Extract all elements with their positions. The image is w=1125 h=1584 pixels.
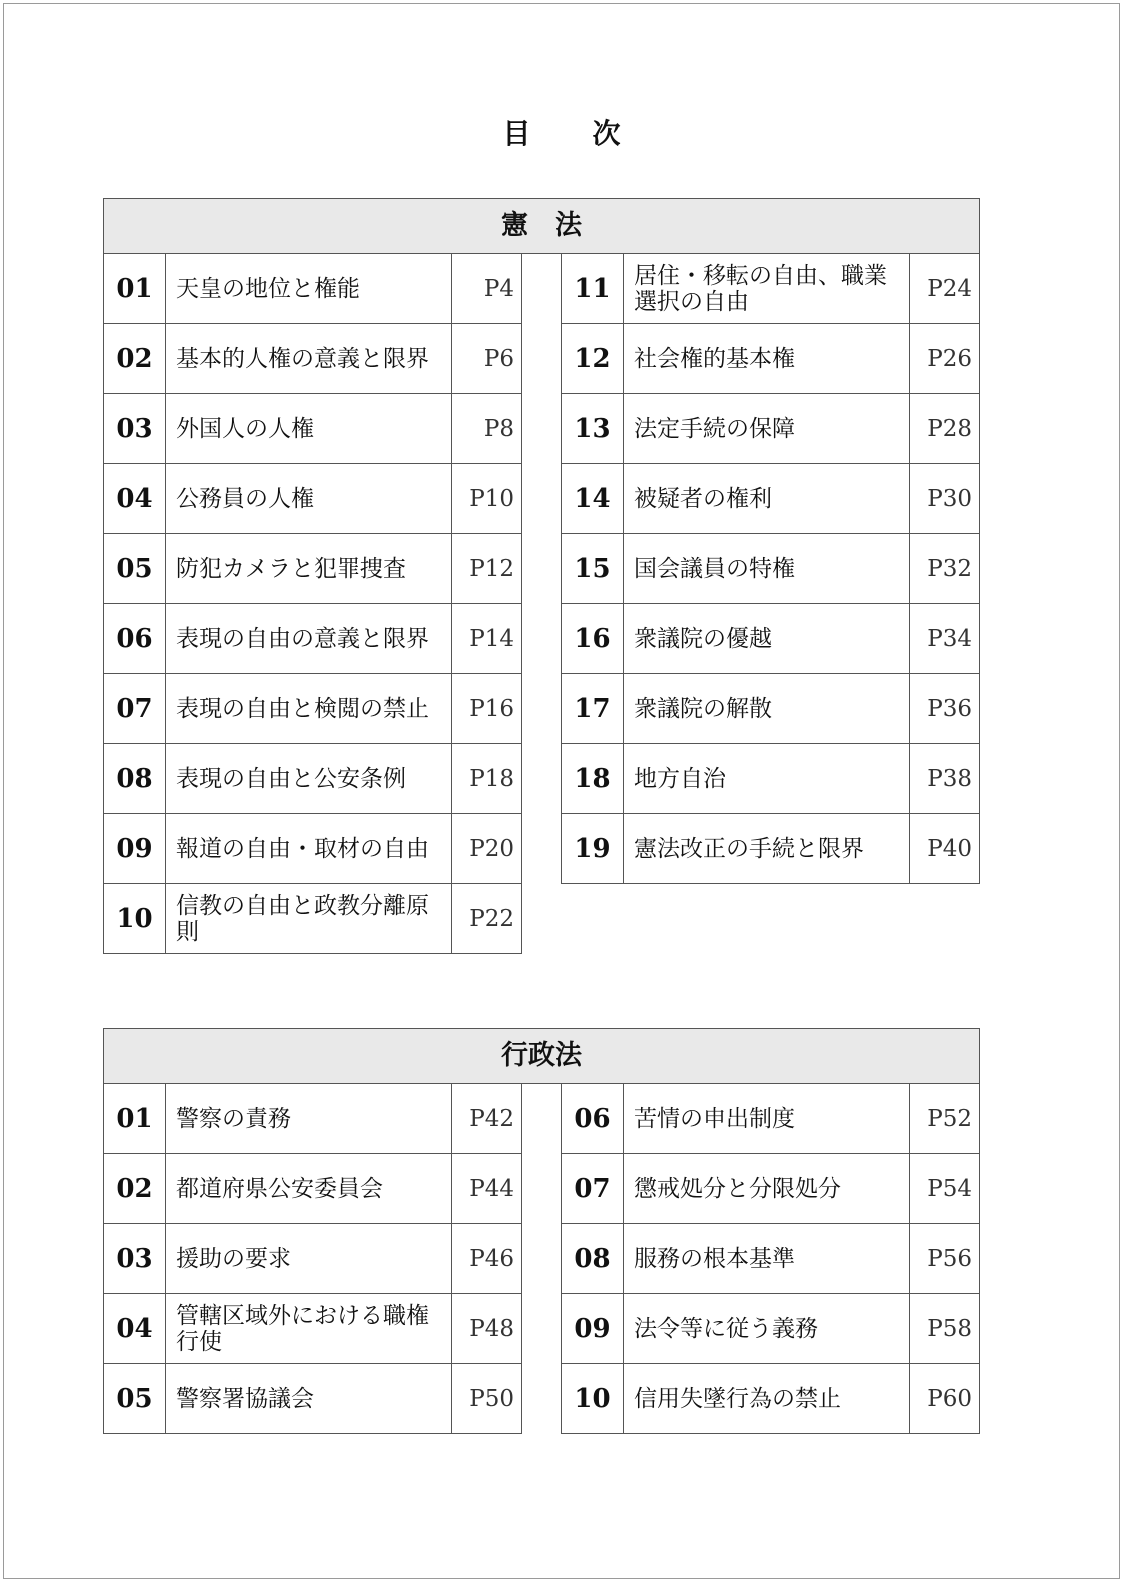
toc-entry[interactable] bbox=[103, 814, 522, 884]
entry-number: 04 bbox=[104, 464, 166, 533]
entry-page: P12 bbox=[469, 555, 514, 582]
entry-number: 08 bbox=[562, 1224, 624, 1293]
entry-number: 10 bbox=[562, 1364, 624, 1433]
entry-page: P56 bbox=[927, 1245, 972, 1272]
entry-title: 基本的人権の意義と限界 bbox=[166, 324, 452, 393]
toc-entry[interactable] bbox=[561, 604, 980, 674]
entry-number: 07 bbox=[104, 674, 166, 743]
entry-title: 表現の自由と検閲の禁止 bbox=[166, 674, 452, 743]
entry-title: 警察署協議会 bbox=[166, 1364, 452, 1433]
toc-entry[interactable] bbox=[561, 254, 980, 324]
entry-title: 表現の自由と公安条例 bbox=[166, 744, 452, 813]
entry-title: 居住・移転の自由、職業選択の自由 bbox=[624, 254, 910, 323]
entry-number: 01 bbox=[104, 254, 166, 323]
toc-entry[interactable] bbox=[561, 1224, 980, 1294]
toc-entry[interactable] bbox=[103, 534, 522, 604]
entry-number: 05 bbox=[104, 534, 166, 603]
entry-page: P32 bbox=[927, 555, 972, 582]
entry-number: 06 bbox=[104, 604, 166, 673]
toc-entry[interactable] bbox=[103, 324, 522, 394]
entry-title: 信教の自由と政教分離原則 bbox=[166, 884, 452, 953]
entry-number: 08 bbox=[104, 744, 166, 813]
entry-title: 都道府県公安委員会 bbox=[166, 1154, 452, 1223]
toc-entry[interactable] bbox=[103, 1364, 522, 1434]
entry-page: P16 bbox=[469, 695, 514, 722]
entry-page: P22 bbox=[469, 905, 514, 932]
entry-page: P18 bbox=[469, 765, 514, 792]
entry-page: P30 bbox=[927, 485, 972, 512]
entry-page: P24 bbox=[927, 275, 972, 302]
toc-entry[interactable] bbox=[561, 674, 980, 744]
entry-title: 天皇の地位と権能 bbox=[166, 254, 452, 323]
entry-page: P20 bbox=[469, 835, 514, 862]
entry-title: 服務の根本基準 bbox=[624, 1224, 910, 1293]
toc-entry[interactable] bbox=[103, 394, 522, 464]
entry-title: 社会権的基本権 bbox=[624, 324, 910, 393]
entry-number: 03 bbox=[104, 394, 166, 463]
page-title: 目 次 bbox=[502, 117, 623, 150]
entry-title: 衆議院の優越 bbox=[624, 604, 910, 673]
entry-number: 16 bbox=[562, 604, 624, 673]
entry-page: P26 bbox=[927, 345, 972, 372]
entry-page: P44 bbox=[469, 1175, 514, 1202]
entry-number: 06 bbox=[562, 1084, 624, 1153]
entry-number: 03 bbox=[104, 1224, 166, 1293]
entry-title: 被疑者の権利 bbox=[624, 464, 910, 533]
entry-page: P48 bbox=[469, 1315, 514, 1342]
entry-number: 09 bbox=[104, 814, 166, 883]
toc-column-left bbox=[103, 1084, 522, 1434]
toc-entry[interactable] bbox=[561, 1294, 980, 1364]
section-kenpo bbox=[103, 198, 980, 945]
entry-title: 表現の自由の意義と限界 bbox=[166, 604, 452, 673]
entry-title: 警察の責務 bbox=[166, 1084, 452, 1153]
entry-page: P60 bbox=[927, 1385, 972, 1412]
toc-entry[interactable] bbox=[561, 324, 980, 394]
toc-entry[interactable] bbox=[103, 744, 522, 814]
toc-entry[interactable] bbox=[561, 534, 980, 604]
entry-number: 04 bbox=[104, 1294, 166, 1363]
toc-entry[interactable] bbox=[561, 1154, 980, 1224]
toc-entry[interactable] bbox=[561, 744, 980, 814]
entry-page: P28 bbox=[927, 415, 972, 442]
entry-number: 14 bbox=[562, 464, 624, 533]
entry-title: 公務員の人権 bbox=[166, 464, 452, 533]
entry-number: 10 bbox=[104, 884, 166, 953]
entry-page: P34 bbox=[927, 625, 972, 652]
entry-page: P38 bbox=[927, 765, 972, 792]
entry-title: 国会議員の特権 bbox=[624, 534, 910, 603]
toc-entry[interactable] bbox=[561, 814, 980, 884]
entry-title: 外国人の人権 bbox=[166, 394, 452, 463]
toc-entry[interactable] bbox=[103, 1154, 522, 1224]
entry-number: 05 bbox=[104, 1364, 166, 1433]
toc-entry[interactable] bbox=[103, 884, 522, 954]
entry-page: P6 bbox=[483, 345, 514, 372]
entry-title: 法令等に従う義務 bbox=[624, 1294, 910, 1363]
entry-title: 憲法改正の手続と限界 bbox=[624, 814, 910, 883]
entry-title: 援助の要求 bbox=[166, 1224, 452, 1293]
toc-entry[interactable] bbox=[103, 1224, 522, 1294]
entry-number: 02 bbox=[104, 1154, 166, 1223]
toc-entry[interactable] bbox=[561, 1084, 980, 1154]
toc-column-left bbox=[103, 254, 522, 954]
toc-entry[interactable] bbox=[103, 1084, 522, 1154]
entry-title: 防犯カメラと犯罪捜査 bbox=[166, 534, 452, 603]
entry-page: P50 bbox=[469, 1385, 514, 1412]
section-gyoseiho bbox=[103, 1028, 980, 1414]
entry-title: 管轄区域外における職権行使 bbox=[166, 1294, 452, 1363]
entry-number: 09 bbox=[562, 1294, 624, 1363]
entry-page: P46 bbox=[469, 1245, 514, 1272]
entry-page: P40 bbox=[927, 835, 972, 862]
toc-entry[interactable] bbox=[561, 1364, 980, 1434]
entry-title: 法定手続の保障 bbox=[624, 394, 910, 463]
toc-column-right bbox=[561, 254, 980, 884]
toc-entry[interactable] bbox=[103, 674, 522, 744]
toc-column-right bbox=[561, 1084, 980, 1434]
entry-page: P58 bbox=[927, 1315, 972, 1342]
entry-number: 01 bbox=[104, 1084, 166, 1153]
entry-page: P8 bbox=[483, 415, 514, 442]
entry-number: 13 bbox=[562, 394, 624, 463]
section-header: 憲 法 bbox=[103, 198, 980, 254]
entry-number: 07 bbox=[562, 1154, 624, 1223]
entry-page: P52 bbox=[927, 1105, 972, 1132]
entry-page: P4 bbox=[483, 275, 514, 302]
toc-entry[interactable] bbox=[103, 254, 522, 324]
toc-entry[interactable] bbox=[561, 394, 980, 464]
entry-page: P10 bbox=[469, 485, 514, 512]
toc-entry[interactable] bbox=[103, 1294, 522, 1364]
section-header: 行政法 bbox=[103, 1028, 980, 1084]
entry-number: 18 bbox=[562, 744, 624, 813]
entry-page: P54 bbox=[927, 1175, 972, 1202]
entry-number: 17 bbox=[562, 674, 624, 743]
toc-entry[interactable] bbox=[103, 464, 522, 534]
toc-entry[interactable] bbox=[561, 464, 980, 534]
entry-title: 苦情の申出制度 bbox=[624, 1084, 910, 1153]
entry-page: P36 bbox=[927, 695, 972, 722]
entry-number: 19 bbox=[562, 814, 624, 883]
entry-title: 信用失墜行為の禁止 bbox=[624, 1364, 910, 1433]
entry-number: 11 bbox=[562, 254, 624, 323]
toc-entry[interactable] bbox=[103, 604, 522, 674]
entry-page: P42 bbox=[469, 1105, 514, 1132]
entry-title: 衆議院の解散 bbox=[624, 674, 910, 743]
entry-number: 02 bbox=[104, 324, 166, 393]
entry-number: 12 bbox=[562, 324, 624, 393]
entry-page: P14 bbox=[469, 625, 514, 652]
entry-title: 地方自治 bbox=[624, 744, 910, 813]
entry-title: 報道の自由・取材の自由 bbox=[166, 814, 452, 883]
entry-number: 15 bbox=[562, 534, 624, 603]
entry-title: 懲戒処分と分限処分 bbox=[624, 1154, 910, 1223]
